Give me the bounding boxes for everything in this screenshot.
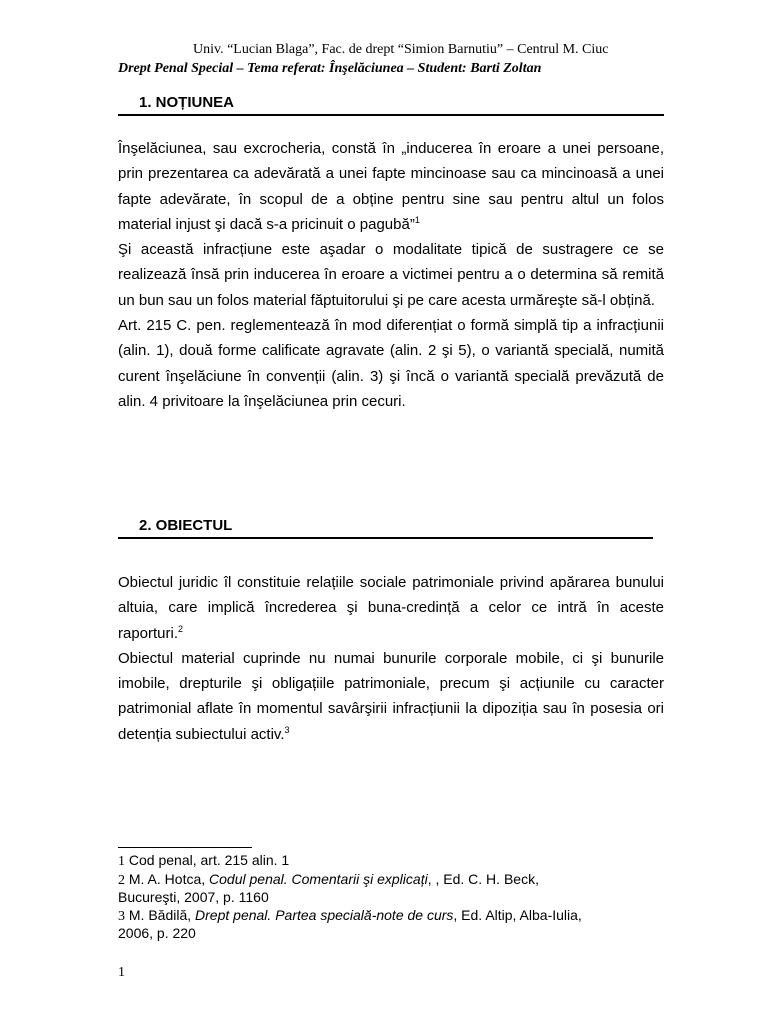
paragraph: Art. 215 C. pen. reglementează în mod diferențiat o formă simplă tip a infracțiunii (alin. 1), două forme calificate agravate (alin. 2 şi 5), o variantă specială, numită curent înşelăciune în convenții (alin. 3) şi încă o variantă specială prevăzută de alin. 4 privitoare la înşelăciunea prin cecuri. — [118, 317, 664, 410]
footnote-separator — [118, 847, 252, 848]
section-body-notiunea — [118, 136, 664, 414]
running-header-course: Drept Penal Special – Tema referat: Înşelăciunea – Student: Barti Zoltan — [118, 61, 542, 76]
paragraph: Şi această infracțiune este aşadar o modalitate tipică de sustragere ce se realizează însă prin inducerea în eroare a victimei pentru a o determina să remită un bun sau un folos material făptuitorului şi pe care acesta urmăreşte să-l obțină. — [118, 241, 664, 309]
paragraph: Obiectul material cuprinde nu numai bunurile corporale mobile, ci şi bunurile imobile, drepturile şi obligațiile patrimoniale, precum şi acțiunile cu caracter patrimonial aflate în momentul savârşirii infracțiunii la dipoziția sau în posesia ori detenția subiectului activ.$^3$ — [118, 649, 664, 743]
paragraph: Obiectul juridic îl constituie relațiile sociale patrimoniale privind apărarea bunului altuia, care implică încrederea şi buna-credință a celor ce intră în aceste raporturi.$^2$ — [118, 574, 664, 642]
footnote: 2 M. A. Hotca, Codul penal. Comentarii şi explicați, , Ed. C. H. Beck, Bucureşti, 2007, p. 1160 — [118, 870, 539, 905]
section-rule-1 — [118, 114, 664, 116]
section-title-notiunea: 1. NOȚIUNEA — [139, 94, 235, 111]
section-body-obiectul — [118, 570, 664, 747]
footnote: 1 Cod penal, art. 215 alin. 1 — [118, 852, 290, 869]
footnotes — [118, 852, 598, 943]
section-title-obiectul: 2. OBIECTUL — [139, 517, 233, 534]
paragraph: Înşelăciunea, sau excrocheria, constă în „inducerea în eroare a unei persoane, prin prezentarea ca adevărată a unei fapte mincinoase sau ca mincinoasă a unei fapte adevărate, în scopul de a obține pentru sine sau pentru altul un folos material injust şi dacă s-a pricinuit o pagubă”$^1$ — [118, 140, 664, 233]
footnote-ref: 2 — [178, 623, 184, 634]
section-rule-2 — [118, 537, 653, 539]
running-header-institution: Univ. “Lucian Blaga”, Fac. de drept “Simion Barnutiu” – Centrul M. Ciuc — [193, 42, 609, 57]
footnote-ref: 1 — [414, 214, 420, 225]
footnote: 3 M. Bădilă, Drept penal. Partea specială-note de curs, Ed. Altip, Alba-Iulia, 2006, p. 220 — [118, 906, 582, 941]
footnote-ref: 3 — [284, 724, 290, 735]
page-number: 1 — [118, 965, 125, 980]
